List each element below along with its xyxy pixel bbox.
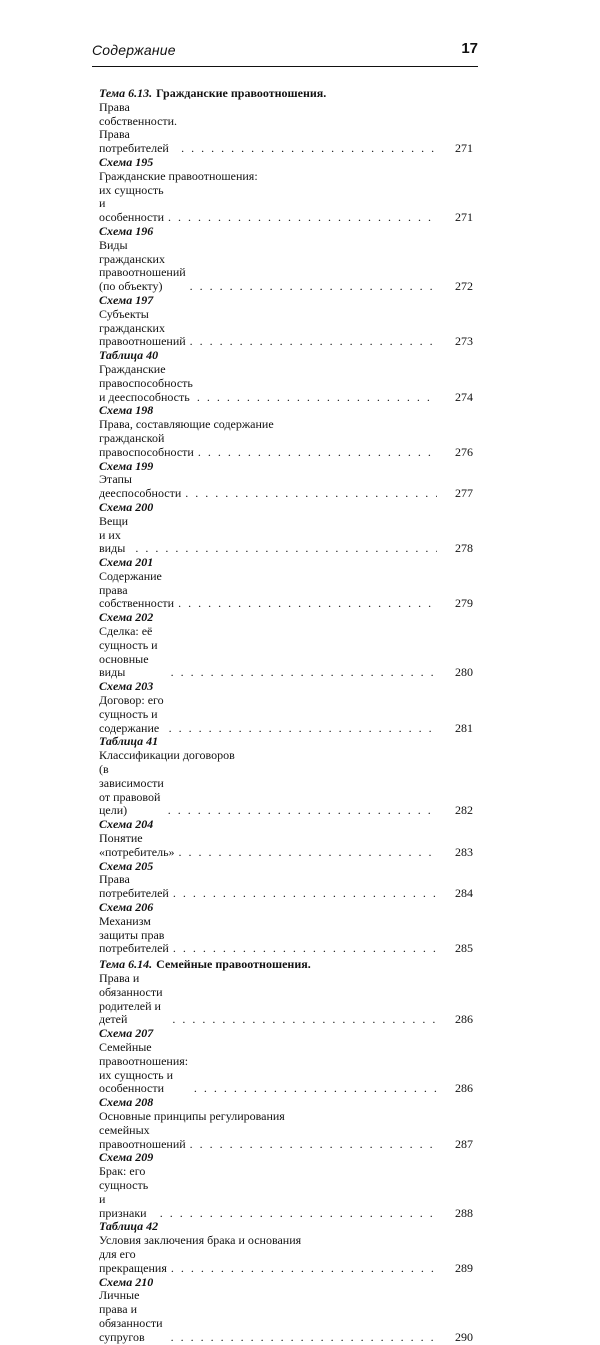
entry-title-line: их сущность и особенности: [99, 182, 165, 225]
entry-label: Схема 206: [99, 900, 154, 915]
entry-row: [99, 239, 473, 294]
entry-title-line: Содержание права собственности: [99, 568, 175, 611]
toc-entry[interactable]: [99, 958, 473, 1027]
entry-page-number: 280: [455, 665, 473, 680]
toc-entry[interactable]: [99, 611, 473, 680]
leader-dots: [178, 597, 437, 611]
entry-label: Схема 208: [99, 1095, 154, 1110]
entry-title-line: Права, составляющие содержание: [99, 417, 274, 432]
leader-dots: [171, 1262, 437, 1276]
entry-title-line: Права собственности. Права потребителей: [99, 99, 178, 156]
entry-page-number: 278: [455, 541, 473, 556]
entry-title-line: (в зависимости от правовой цели): [99, 762, 164, 818]
toc-entry[interactable]: [99, 1096, 473, 1151]
leader-dots: [179, 846, 437, 860]
toc-entry[interactable]: [99, 404, 473, 459]
toc-entry[interactable]: [99, 680, 473, 735]
entry-page-number: 284: [455, 886, 473, 901]
entry-page-number: 276: [455, 444, 473, 459]
toc-entry[interactable]: [99, 156, 473, 225]
topic-label: Тема 6.13.: [99, 86, 153, 100]
entry-title-line: Гражданские правоспособность и дееспособность: [99, 361, 193, 404]
topic-heading: [99, 87, 473, 101]
entry-label: Схема 197: [99, 292, 154, 307]
entry-title-line: Договор: его сущность и содержание: [99, 693, 164, 735]
leader-dots: [171, 666, 437, 680]
entry-row: [99, 915, 473, 956]
entry-title-line: Права и обязанности родителей и детей: [99, 971, 163, 1027]
topic-title: Гражданские правоотношения.: [156, 86, 327, 100]
entry-title-line: Условия заключения брака и основания: [99, 1233, 302, 1248]
toc-entry[interactable]: [99, 349, 473, 404]
entry-row: [99, 432, 473, 460]
entry-label: Схема 201: [99, 555, 154, 570]
leader-dots: [172, 1013, 437, 1027]
entry-title-line: Семейные правоотношения: их сущность и особенности: [99, 1039, 189, 1096]
entry-page-number: 289: [455, 1260, 473, 1275]
entry-label: Схема 195: [99, 154, 154, 169]
entry-label: Схема 203: [99, 679, 154, 694]
toc-entry[interactable]: [99, 901, 473, 956]
entry-row: [99, 832, 473, 860]
entry-title-line: Субъекты гражданских правоотношений: [99, 306, 186, 349]
entry-page-number: 290: [455, 1329, 473, 1344]
toc-entry[interactable]: [99, 225, 473, 294]
entry-label: Схема 196: [99, 223, 154, 238]
entry-row: [99, 1165, 473, 1220]
entry-row: [99, 1289, 473, 1344]
entry-row: [99, 515, 473, 556]
toc-entry[interactable]: [99, 818, 473, 859]
entry-title-line: Личные права и обязанности супругов: [99, 1288, 163, 1344]
running-head: Содержание: [92, 42, 176, 58]
page-number: 17: [461, 40, 478, 57]
entry-title-line: Виды гражданских правоотношений (по объекту): [99, 237, 186, 294]
entry-title-line: Механизм защиты прав потребителей: [99, 913, 169, 956]
leader-dots: [135, 542, 437, 556]
leader-dots: [185, 487, 437, 501]
toc-entry[interactable]: [99, 1027, 473, 1096]
entry-row: [99, 570, 473, 611]
entry-label: Схема 200: [99, 499, 154, 514]
entry-label: Схема 207: [99, 1026, 154, 1041]
entry-page-number: 286: [454, 1081, 473, 1096]
toc-entry[interactable]: [99, 294, 473, 349]
entry-page-number: 288: [455, 1205, 473, 1220]
leader-dots: [173, 942, 437, 956]
entry-label: Таблица 42: [99, 1219, 159, 1234]
leader-dots: [197, 391, 437, 405]
topic-heading: [99, 958, 473, 972]
entry-row: [99, 1124, 473, 1152]
entry-label: Схема 210: [99, 1274, 154, 1289]
entry-row: [99, 625, 473, 680]
entry-label: Таблица 40: [99, 348, 159, 363]
entry-row: [99, 1248, 473, 1276]
entry-row: [99, 101, 473, 156]
entry-page-number: 274: [455, 389, 473, 404]
table-of-contents: [99, 85, 473, 1345]
entry-page-number: 286: [455, 1012, 473, 1027]
leader-dots: [190, 335, 437, 349]
entry-row: [99, 972, 473, 1027]
entry-label: Схема 198: [99, 403, 154, 418]
leader-dots: [171, 1331, 437, 1345]
entry-row: [99, 1041, 473, 1096]
toc-entry[interactable]: [99, 1276, 473, 1345]
entry-row: [99, 873, 473, 901]
leader-dots: [168, 804, 437, 818]
entry-page-number: 271: [455, 141, 473, 156]
entry-page-number: 285: [455, 941, 473, 956]
entry-row: [99, 473, 473, 501]
leader-dots: [194, 1082, 437, 1096]
toc-entry[interactable]: [99, 1151, 473, 1220]
entry-title-line: Этапы дееспособности: [99, 472, 182, 501]
entry-label: Схема 205: [99, 858, 154, 873]
entry-page-number: 273: [455, 334, 473, 349]
entry-page-number: 272: [455, 279, 473, 294]
leader-dots: [168, 211, 437, 225]
entry-title-line: Брак: его сущность и признаки: [99, 1164, 149, 1220]
entry-title-line: для его прекращения: [99, 1246, 167, 1275]
toc-entry[interactable]: [99, 735, 473, 818]
topic-label: Тема 6.14.: [99, 957, 153, 972]
leader-dots: [190, 1138, 437, 1152]
entry-label: Схема 202: [99, 610, 154, 625]
entry-page-number: 277: [455, 486, 473, 501]
toc-entry[interactable]: [99, 1220, 473, 1275]
entry-label: Схема 204: [99, 817, 154, 832]
entry-row: [99, 308, 473, 349]
entry-label: Таблица 41: [99, 734, 159, 749]
entry-label: Схема 199: [99, 458, 154, 473]
entry-row: [99, 363, 473, 404]
entry-row: [99, 763, 473, 818]
entry-page-number: 271: [455, 210, 473, 225]
leader-dots: [160, 1207, 437, 1221]
entry-page-number: 287: [455, 1136, 473, 1151]
entry-title-line: Сделка: её сущность и основные виды: [99, 624, 158, 680]
leader-dots: [169, 722, 437, 736]
toc-entry[interactable]: [99, 556, 473, 611]
entry-title-line: Понятие «потребитель»: [99, 831, 175, 859]
leader-dots: [198, 446, 437, 460]
leader-dots: [190, 280, 437, 294]
entry-row: [99, 694, 473, 735]
entry-row: [99, 184, 473, 225]
entry-page-number: 283: [455, 844, 473, 859]
toc-entry[interactable]: [99, 460, 473, 501]
entry-title-line: Вещи и их виды: [99, 513, 128, 556]
leader-dots: [173, 887, 437, 901]
topic-title: Семейные правоотношения.: [156, 957, 311, 972]
entry-title-line: Классификации договоров: [99, 748, 235, 763]
entry-title-line: гражданской правоспособности: [99, 430, 194, 459]
leader-dots: [181, 142, 437, 156]
entry-title-line: семейных правоотношений: [99, 1122, 186, 1151]
entry-title-line: Основные принципы регулирования: [99, 1108, 285, 1123]
entry-page-number: 281: [455, 720, 473, 735]
entry-label: Схема 209: [99, 1150, 154, 1165]
entry-title-line: Гражданские правоотношения:: [99, 168, 258, 183]
toc-entry[interactable]: [99, 501, 473, 556]
toc-entry[interactable]: [99, 87, 473, 156]
toc-entry[interactable]: [99, 860, 473, 901]
header-rule: [92, 66, 478, 67]
entry-page-number: 282: [455, 803, 473, 818]
entry-page-number: 279: [455, 596, 473, 611]
entry-title-line: Права потребителей: [99, 872, 169, 901]
